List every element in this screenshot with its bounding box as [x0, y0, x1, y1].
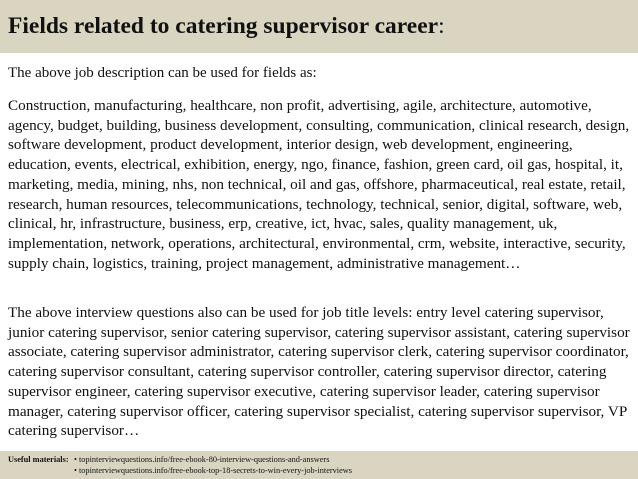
footer-link-ebook-18-secrets[interactable]: • topinterviewquestions.info/free-ebook-top-18-secrets-to-win-every-job-interviews — [74, 465, 352, 475]
job-levels-paragraph: The above interview questions also can be used for job title levels: entry level catering supervisor, junior catering supervisor, senior catering supervisor, catering supervisor assistant, catering supervisor associate, catering supervisor administrator, catering supervisor clerk, catering supervisor coordinator, catering supervisor consultant, catering supervisor controller, catering supervisor director, catering supervisor engineer, catering supervisor executive, catering supervisor leader, catering supervisor manager, catering supervisor officer, catering supervisor specialist, catering supervisor supervisor, VP catering supervisor… — [8, 304, 630, 440]
header-band — [0, 0, 638, 53]
footer-row-2 — [8, 466, 638, 477]
fields-paragraph: Construction, manufacturing, healthcare, non profit, advertising, agile, architecture, automotive, agency, budget, building, business development, consulting, communication, clinical research, design, software development, product development, interior design, web development, engineering, education, events, electrical, exhibition, energy, ngo, finance, fashion, green card, oil gas, hospital, it, marketing, media, mining, nhs, non technical, oil and gas, offshore, pharmaceutical, real estate, retail, research, human resources, telecommunications, technology, technical, senior, digital, software, web, clinical, hr, infrastructure, business, erp, creative, ict, hvac, sales, quality management, uk, implementation, network, operations, architectural, environmental, crm, website, interactive, security, supply chain, logistics, training, project management, administrative management… — [8, 97, 630, 272]
page-title-colon: : — [438, 13, 445, 39]
page-title — [8, 12, 638, 40]
footer-label: Useful materials: — [8, 455, 69, 464]
footer-row-1 — [8, 455, 638, 466]
footer-band — [0, 451, 638, 479]
footer-link-ebook-80-questions[interactable]: • topinterviewquestions.info/free-ebook-80-interview-questions-and-answers — [74, 455, 330, 464]
intro-text: The above job description can be used for fields as: — [8, 65, 317, 81]
page-title-text: Fields related to catering supervisor career — [8, 13, 439, 39]
